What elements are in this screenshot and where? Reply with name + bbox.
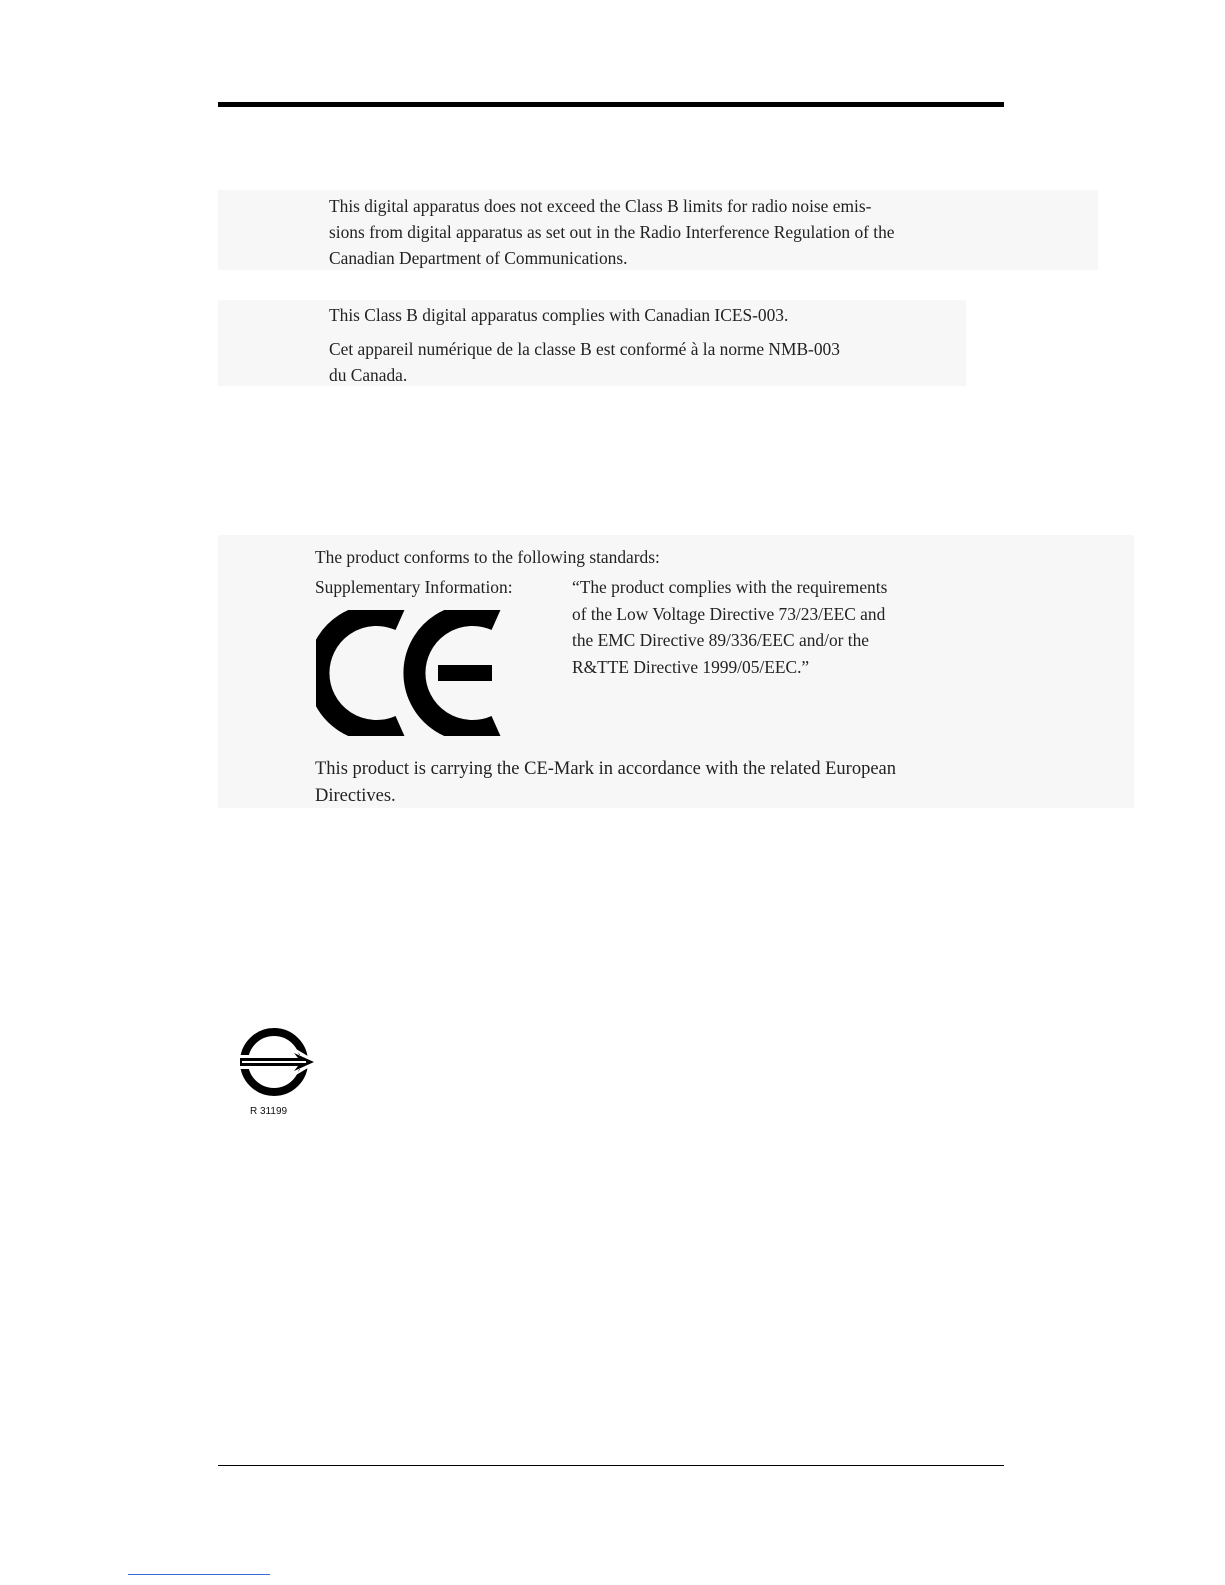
text-line: Canadian Department of Communications. xyxy=(329,248,628,268)
text-line: the EMC Directive 89/336/EEC and/or the xyxy=(572,630,870,650)
supplementary-info-quote xyxy=(572,574,887,680)
text-line: du Canada. xyxy=(329,365,408,385)
text-line: R&TTE Directive 1999/05/EEC.” xyxy=(572,656,810,677)
canada-class-b-statement xyxy=(329,193,895,271)
footer-rule xyxy=(218,1465,1004,1466)
bsmi-code: R 31199 xyxy=(250,1106,288,1117)
text-line: sions from digital apparatus as set out in the Radio Interference Regulation of the xyxy=(329,222,895,242)
text-line: Directives. xyxy=(315,786,396,806)
text-line: Cet appareil numérique de la classe B est conformé à la norme NMB-003 xyxy=(329,339,840,359)
text-line: This product is carrying the CE-Mark in accordance with the related European xyxy=(315,759,896,779)
bsmi-mark-icon xyxy=(236,1025,320,1099)
text-line: This digital apparatus does not exceed the Class B limits for radio noise emis- xyxy=(329,196,872,216)
header-rule xyxy=(218,102,1004,107)
ices-statement: This Class B digital apparatus complies with Canadian ICES-003. xyxy=(329,305,789,325)
footer-link-underline xyxy=(128,1574,270,1575)
ce-mark-statement xyxy=(315,756,896,810)
ce-mark-icon xyxy=(316,610,502,736)
text-line: of the Low Voltage Directive 73/23/EEC and xyxy=(572,603,886,624)
ce-standards-title: The product conforms to the following standards: xyxy=(315,547,660,567)
nmb-statement xyxy=(329,336,840,388)
text-line: “The product complies with the requirements xyxy=(572,577,888,597)
supplementary-info-label: Supplementary Information: xyxy=(315,577,513,597)
